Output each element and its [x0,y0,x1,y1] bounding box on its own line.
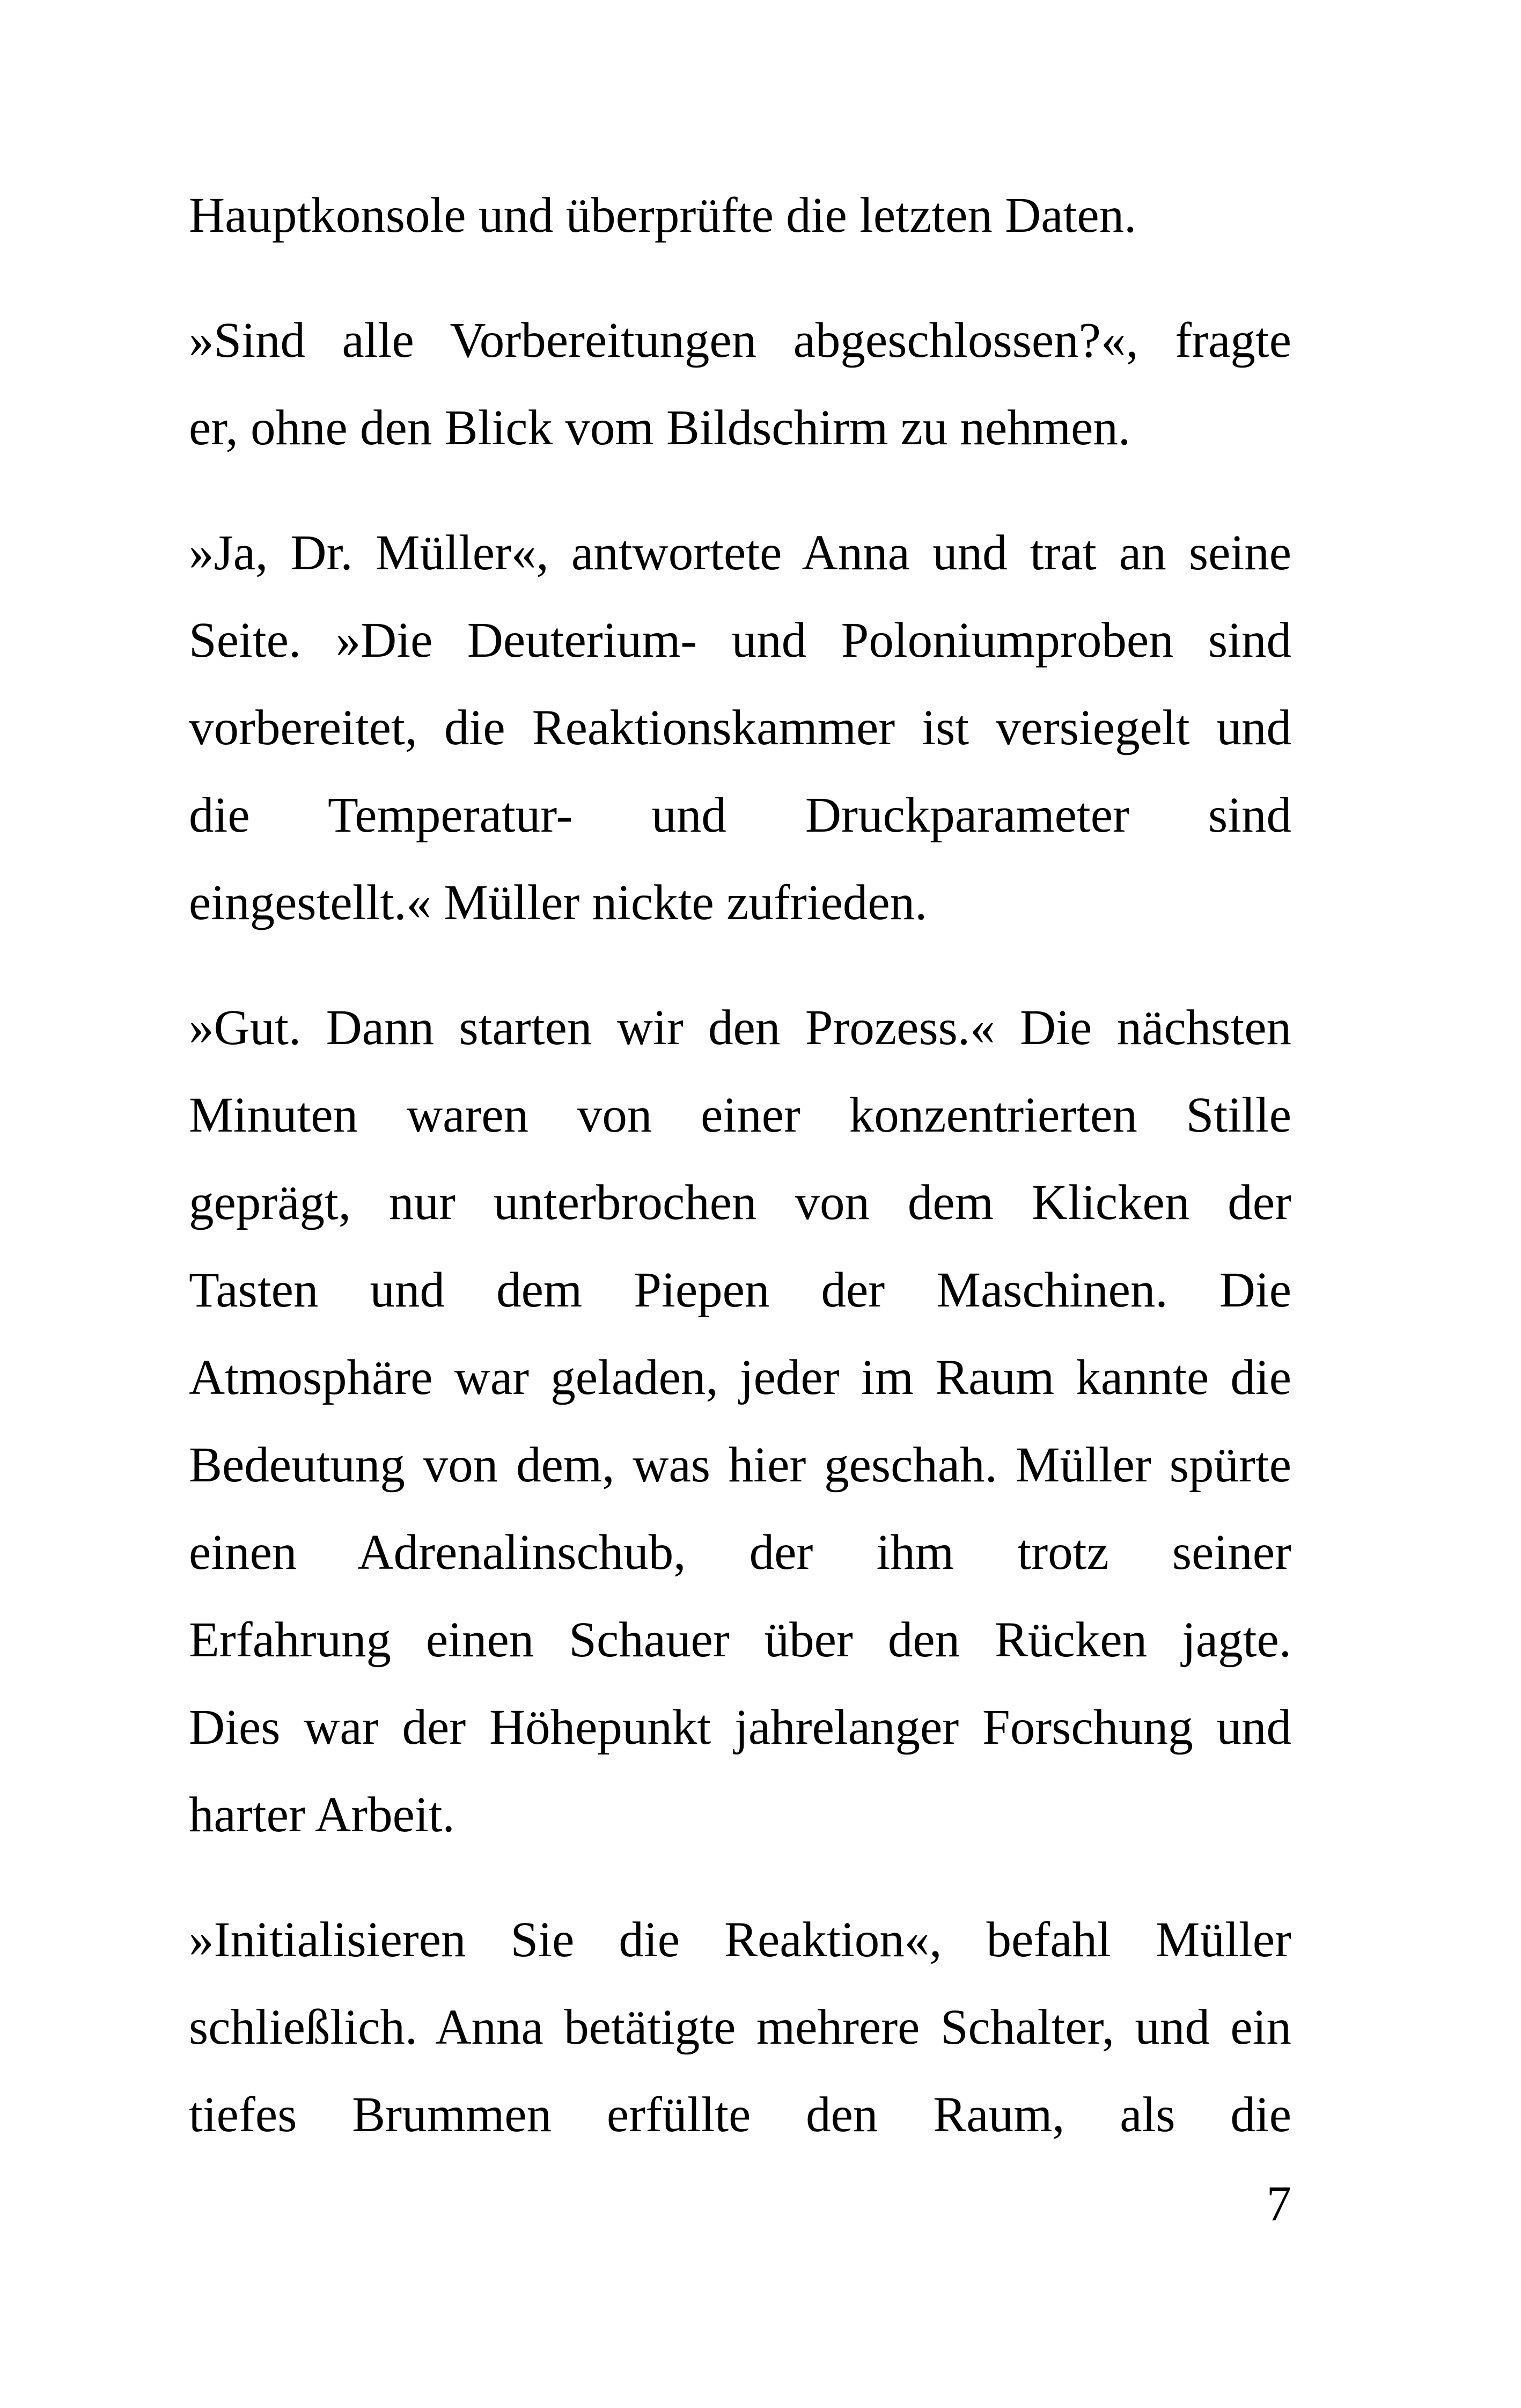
text-line: Atmosphäre war geladen, jeder im Raum kannte die [189,1350,1291,1405]
text-line: »Sind alle Vorbereitungen abgeschlossen?«, fragte [189,313,1291,368]
text-line: schließlich. Anna betätigte mehrere Schalter, und ein [189,2000,1291,2055]
text-line: einen Adrenalinschub, der ihm trotz seiner [189,1525,1291,1580]
text-line: Minuten waren von einer konzentrierten Stille [189,1088,1291,1143]
text-line: tiefes Brummen erfüllte den Raum, als die [189,2087,1291,2142]
text-line: »Initialisieren Sie die Reaktion«, befahl Müller [189,1912,1291,1967]
text-line: Bedeutung von dem, was hier geschah. Müller spürte [189,1437,1291,1493]
text-line: die Temperatur- und Druckparameter sind [189,788,1291,843]
text-line: er, ohne den Blick vom Bildschirm zu nehmen. [189,400,1131,456]
paragraph-1 [189,172,1291,259]
text-line: »Gut. Dann starten wir den Prozess.« Die nächsten [189,1000,1291,1055]
text-line: harter Arbeit. [189,1787,455,1842]
text-line: geprägt, nur unterbrochen von dem Klicken der [189,1175,1291,1230]
text-line: eingestellt.« Müller nickte zufrieden. [189,875,928,930]
paragraph-4 [189,984,1291,1859]
paragraph-2 [189,297,1291,472]
text-line: »Ja, Dr. Müller«, antwortete Anna und trat an seine [189,525,1291,581]
paragraph-5 [189,1896,1291,2159]
text-line: Seite. »Die Deuterium- und Poloniumproben sind [189,613,1291,668]
text-line: Hauptkonsole und überprüfte die letzten Daten. [189,188,1137,243]
paragraph-3 [189,509,1291,946]
text-line: Tasten und dem Piepen der Maschinen. Die [189,1262,1291,1318]
text-line: Dies war der Höhepunkt jahrelanger Forschung und [189,1700,1291,1755]
body-text [189,172,1291,2159]
text-line: vorbereitet, die Reaktionskammer ist versiegelt und [189,700,1291,755]
text-line: Erfahrung einen Schauer über den Rücken jagte. [189,1612,1291,1668]
page-number: 7 [1266,2176,1291,2231]
